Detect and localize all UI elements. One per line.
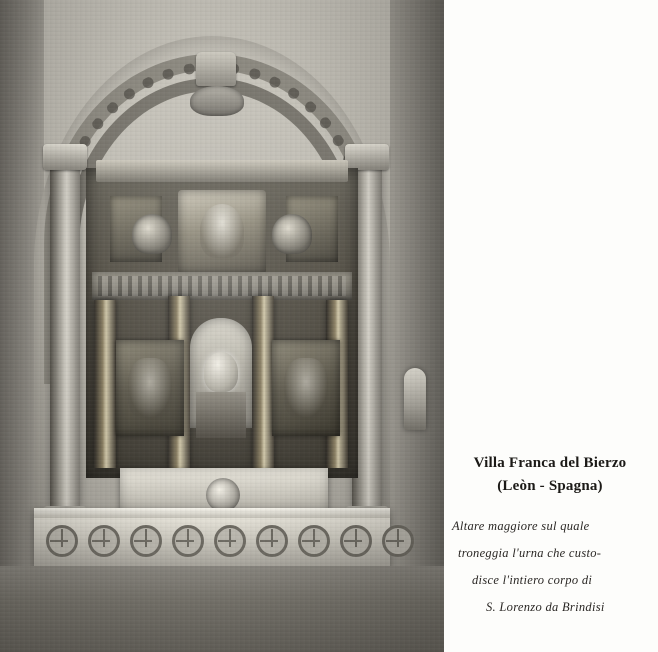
balustrade-wheel	[130, 525, 162, 557]
side-wall-statue	[404, 368, 426, 430]
retable-column-3	[252, 296, 274, 468]
central-relief-scene	[178, 190, 266, 274]
caption-body-line-3: disce l'intiero corpo di	[472, 572, 593, 587]
retable-cornice	[96, 160, 348, 182]
balustrade-wheel	[340, 525, 372, 557]
frieze-ornament	[98, 276, 346, 296]
caption-title-line-2: (Leòn - Spagna)	[497, 477, 603, 494]
painted-panel-left	[116, 340, 184, 436]
church-floor	[0, 566, 444, 652]
arch-cartouche	[190, 86, 244, 116]
crest-right	[272, 214, 312, 254]
marble-balustrade	[34, 508, 390, 570]
caption-body	[452, 513, 648, 621]
left-column-capital	[43, 144, 87, 170]
right-column-capital	[345, 144, 389, 170]
caption-body-line-4: S. Lorenzo da Brindisi	[486, 599, 605, 614]
altar-front-medallion	[206, 478, 240, 512]
balustrade-wheel	[256, 525, 288, 557]
caption-body-line-2: troneggia l'urna che custo-	[458, 545, 602, 560]
arch-keystone	[196, 52, 236, 86]
caption-title	[452, 452, 648, 497]
left-outer-column	[50, 168, 80, 508]
retable-frieze	[92, 272, 352, 300]
retable-column-1	[94, 300, 116, 468]
crest-left	[132, 214, 172, 254]
painted-panel-right	[272, 340, 340, 436]
balustrade-wheel	[298, 525, 330, 557]
balustrade-panels	[40, 522, 384, 560]
photo-caption	[452, 452, 648, 621]
balustrade-wheel	[382, 525, 414, 557]
caption-title-line-1: Villa Franca del Bierzo	[473, 455, 627, 471]
balustrade-wheel	[172, 525, 204, 557]
balustrade-rail	[34, 508, 390, 518]
balustrade-wheel	[46, 525, 78, 557]
balustrade-wheel	[214, 525, 246, 557]
caption-body-line-1: Altare maggiore sul quale	[452, 519, 590, 533]
reliquary-urn	[204, 352, 238, 392]
balustrade-wheel	[88, 525, 120, 557]
urn-pedestal	[196, 392, 246, 438]
